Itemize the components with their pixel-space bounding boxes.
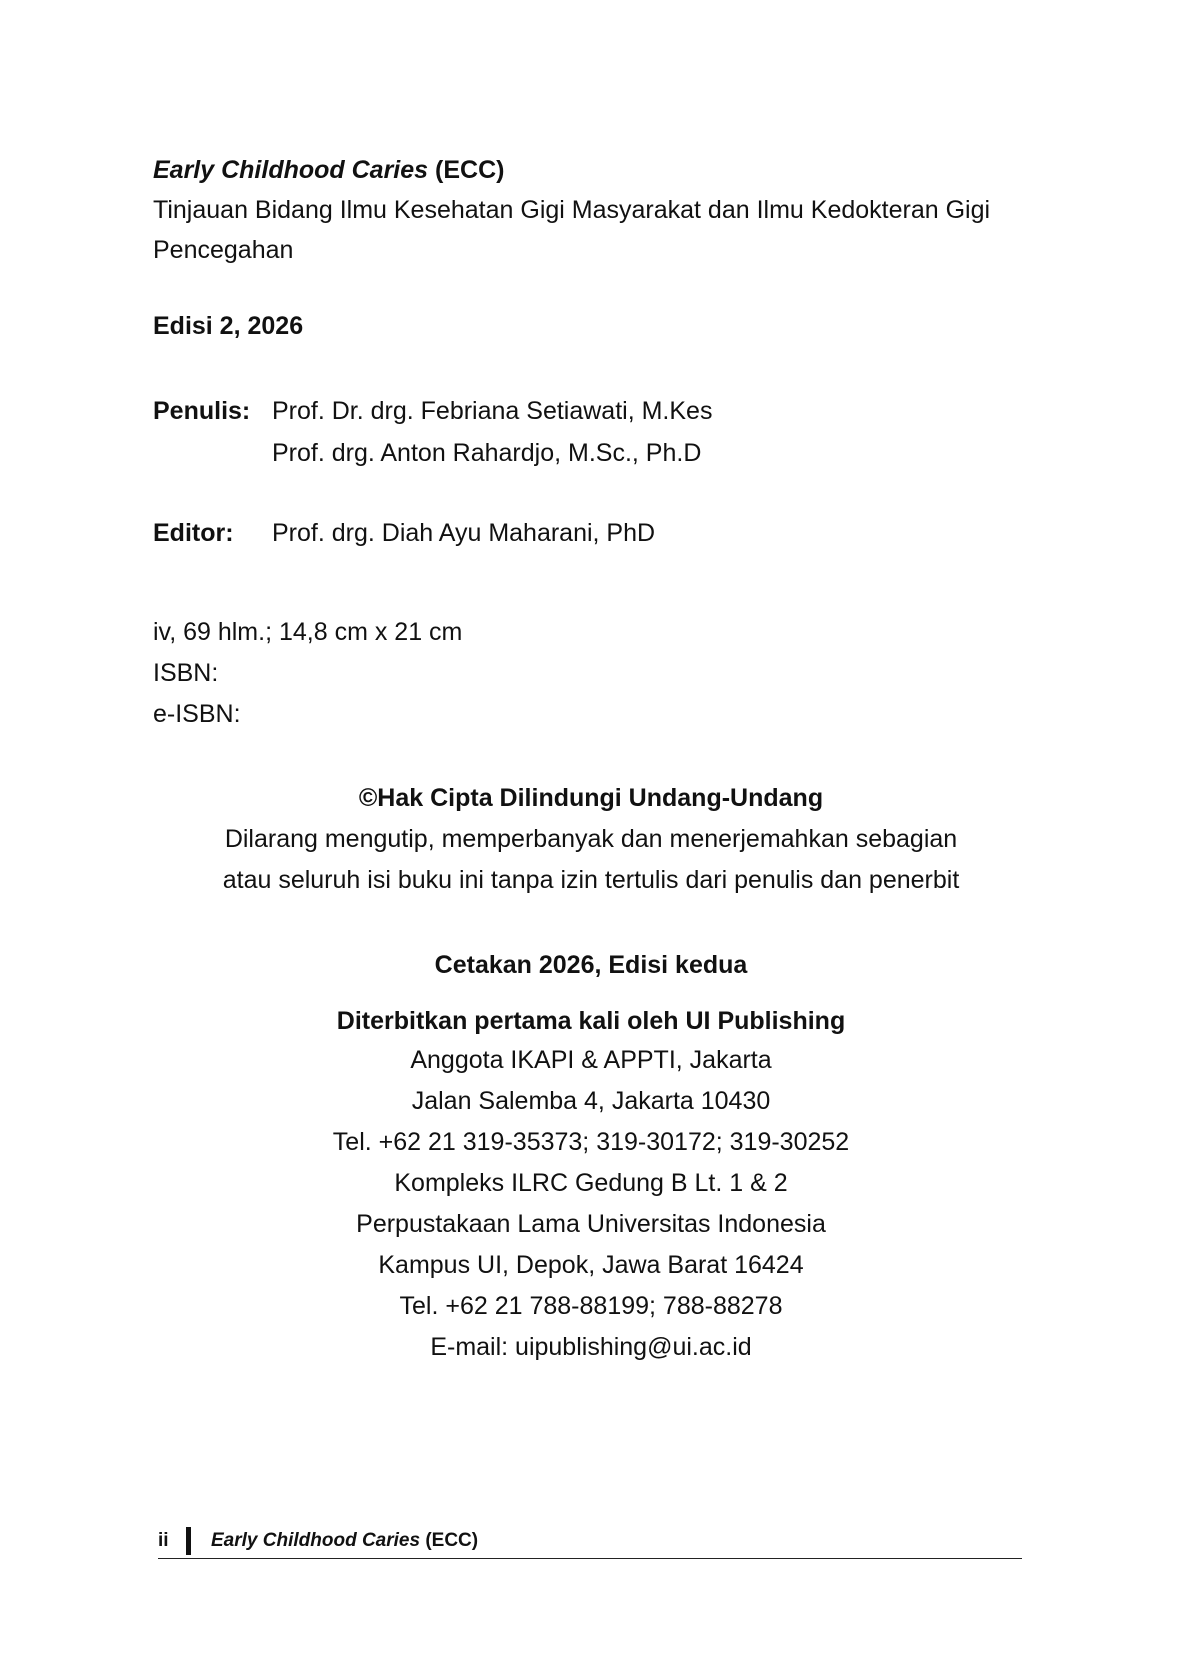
publisher-line: Perpustakaan Lama Universitas Indonesia xyxy=(356,1210,826,1238)
publisher-line: Tel. +62 21 319-35373; 319-30172; 319-30252 xyxy=(332,1128,850,1156)
copyright-line: Dilarang mengutip, memperbanyak dan menerjemahkan sebagian xyxy=(224,825,958,853)
publisher-line: E-mail: uipublishing@ui.ac.id xyxy=(430,1333,752,1361)
author-name: Prof. Dr. drg. Febriana Setiawati, M.Kes xyxy=(272,397,713,425)
isbn: ISBN: xyxy=(153,659,219,687)
copyright-notice xyxy=(0,778,1182,901)
copyright-line: atau seluruh isi buku ini tanpa izin tertulis dari penulis dan penerbit xyxy=(222,866,960,894)
running-title-italic: Early Childhood Caries xyxy=(211,1530,421,1551)
copyright-title: ©Hak Cipta Dilindungi Undang-Undang xyxy=(358,784,824,812)
editor-label: Editor: xyxy=(153,519,234,547)
footer-divider xyxy=(186,1527,191,1555)
book-title-suffix: (ECC) xyxy=(428,156,505,184)
printing-info: Cetakan 2026, Edisi kedua xyxy=(434,951,748,979)
page-number: ii xyxy=(158,1530,169,1551)
publisher-line: Anggota IKAPI & APPTI, Jakarta xyxy=(410,1046,772,1074)
author-name: Prof. drg. Anton Rahardjo, M.Sc., Ph.D xyxy=(272,439,702,467)
publisher-line: Tel. +62 21 788-88199; 788-88278 xyxy=(399,1292,783,1320)
publisher-line: Jalan Salemba 4, Jakarta 10430 xyxy=(411,1087,771,1115)
book-title xyxy=(153,150,1033,190)
page-count: iv, 69 hlm.; 14,8 cm x 21 cm xyxy=(153,618,463,646)
editor-block xyxy=(153,512,1033,554)
editor-name: Prof. drg. Diah Ayu Maharani, PhD xyxy=(272,519,656,547)
book-specs xyxy=(153,612,462,735)
page-footer xyxy=(158,1524,1022,1559)
running-title-suffix: (ECC) xyxy=(420,1530,479,1551)
running-title xyxy=(211,1530,478,1552)
book-subtitle: Tinjauan Bidang Ilmu Kesehatan Gigi Masyarakat dan Ilmu Kedokteran Gigi Pencegahan xyxy=(153,196,991,264)
book-title-italic: Early Childhood Caries xyxy=(153,156,429,184)
e-isbn: e-ISBN: xyxy=(153,700,241,728)
publisher-info xyxy=(0,1001,1182,1368)
title-block xyxy=(153,150,1033,270)
authors-block xyxy=(153,390,1033,474)
authors-label: Penulis: xyxy=(153,397,251,425)
publisher-line: Kompleks ILRC Gedung B Lt. 1 & 2 xyxy=(394,1169,788,1197)
publisher-title: Diterbitkan pertama kali oleh UI Publishing xyxy=(336,1007,846,1035)
edition: Edisi 2, 2026 xyxy=(153,312,304,340)
publisher-line: Kampus UI, Depok, Jawa Barat 16424 xyxy=(378,1251,804,1279)
